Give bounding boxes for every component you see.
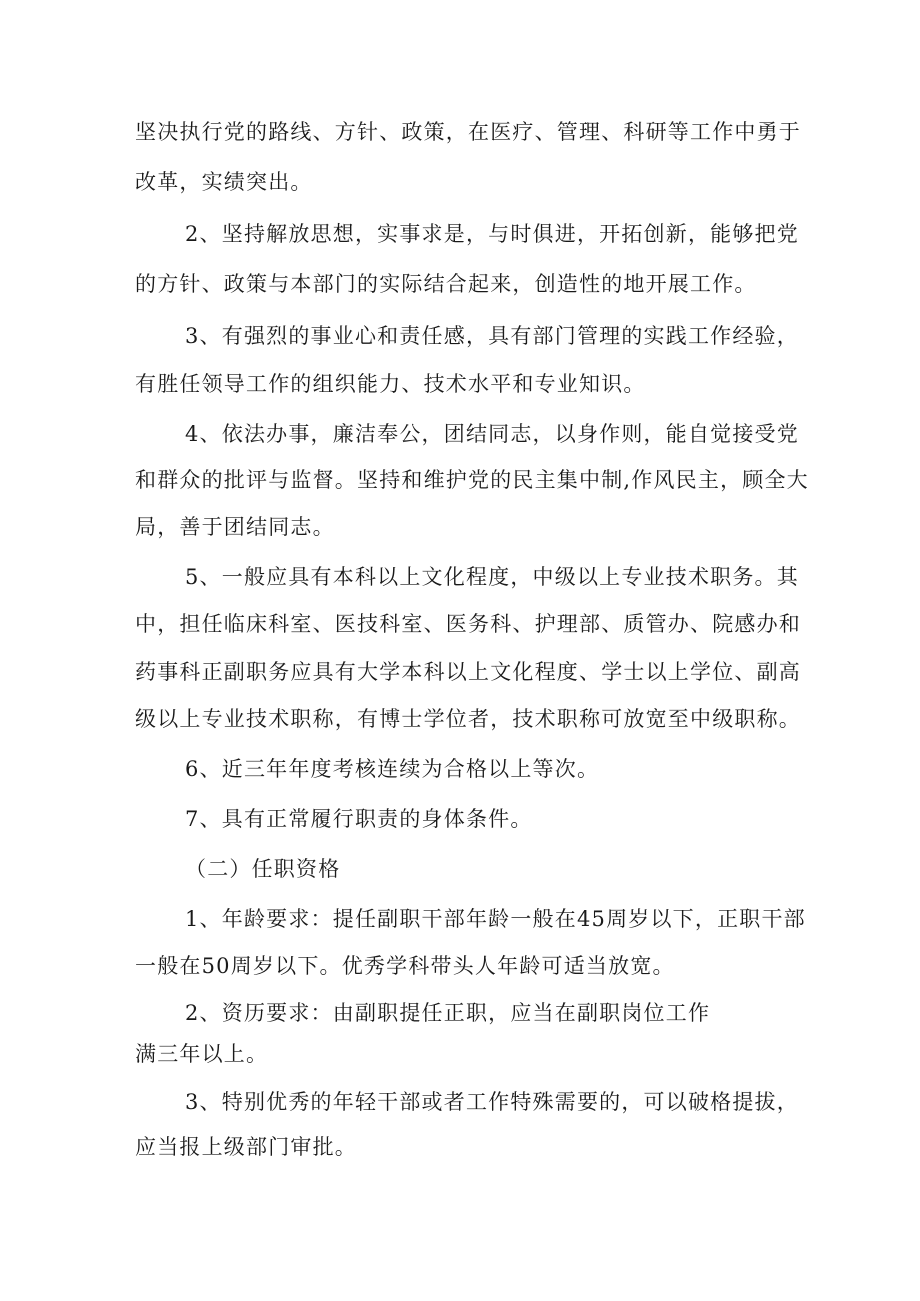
paragraph-5-line-1: 5、一般应具有本科以上文化程度，中级以上专业技术职务。其 bbox=[185, 565, 799, 589]
paragraph-1-line-2: 改革，实绩突出。 bbox=[135, 170, 313, 194]
paragraph-6-line-1: 6、近三年年度考核连续为合格以上等次。 bbox=[185, 757, 600, 781]
paragraph-3-line-1: 3、有强烈的事业心和责任感，具有部门管理的实践工作经验， bbox=[185, 324, 799, 348]
paragraph-4-line-2: 和群众的批评与监督。坚持和维护党的民主集中制,作风民主，顾全大 bbox=[135, 468, 809, 492]
paragraph-5-line-4: 级以上专业技术职称，有博士学位者，技术职称可放宽至中级职称。 bbox=[135, 707, 801, 731]
paragraph-5-line-3: 药事科正副职务应具有大学本科以上文化程度、学士以上学位、副高 bbox=[135, 660, 801, 684]
paragraph-4-line-3: 局，善于团结同志。 bbox=[135, 515, 335, 539]
paragraph-2-line-1: 2、坚持解放思想，实事求是，与时俱进，开拓创新，能够把党 bbox=[185, 222, 799, 246]
paragraph-8-line-1: 1、年龄要求：提任副职干部年龄一般在45周岁以下，正职干部 bbox=[185, 907, 806, 931]
paragraph-5-line-2: 中，担任临床科室、医技科室、医务科、护理部、质管办、院感办和 bbox=[135, 612, 801, 636]
paragraph-1-line-1: 坚决执行党的路线、方针、政策，在医疗、管理、科研等工作中勇于 bbox=[135, 120, 801, 144]
paragraph-9-line-2: 满三年以上。 bbox=[135, 1042, 269, 1066]
paragraph-7-line-1: 7、具有正常履行职责的身体条件。 bbox=[185, 807, 533, 831]
paragraph-3-line-2: 有胜任领导工作的组织能力、技术水平和专业知识。 bbox=[135, 372, 646, 396]
paragraph-9-line-1: 2、资历要求：由副职提任正职，应当在副职岗位工作 bbox=[185, 1001, 711, 1025]
section-heading: （二）任职资格 bbox=[185, 857, 341, 881]
paragraph-10-line-1: 3、特别优秀的年轻干部或者工作特殊需要的，可以破格提拔， bbox=[185, 1090, 799, 1114]
paragraph-4-line-1: 4、依法办事，廉洁奉公，团结同志，以身作则，能自觉接受党 bbox=[185, 422, 799, 446]
paragraph-8-line-2: 一般在50周岁以下。优秀学科带头人年龄可适当放宽。 bbox=[135, 954, 675, 978]
paragraph-10-line-2: 应当报上级部门审批。 bbox=[135, 1135, 357, 1159]
paragraph-2-line-2: 的方针、政策与本部门的实际结合起来，创造性的地开展工作。 bbox=[135, 272, 757, 296]
